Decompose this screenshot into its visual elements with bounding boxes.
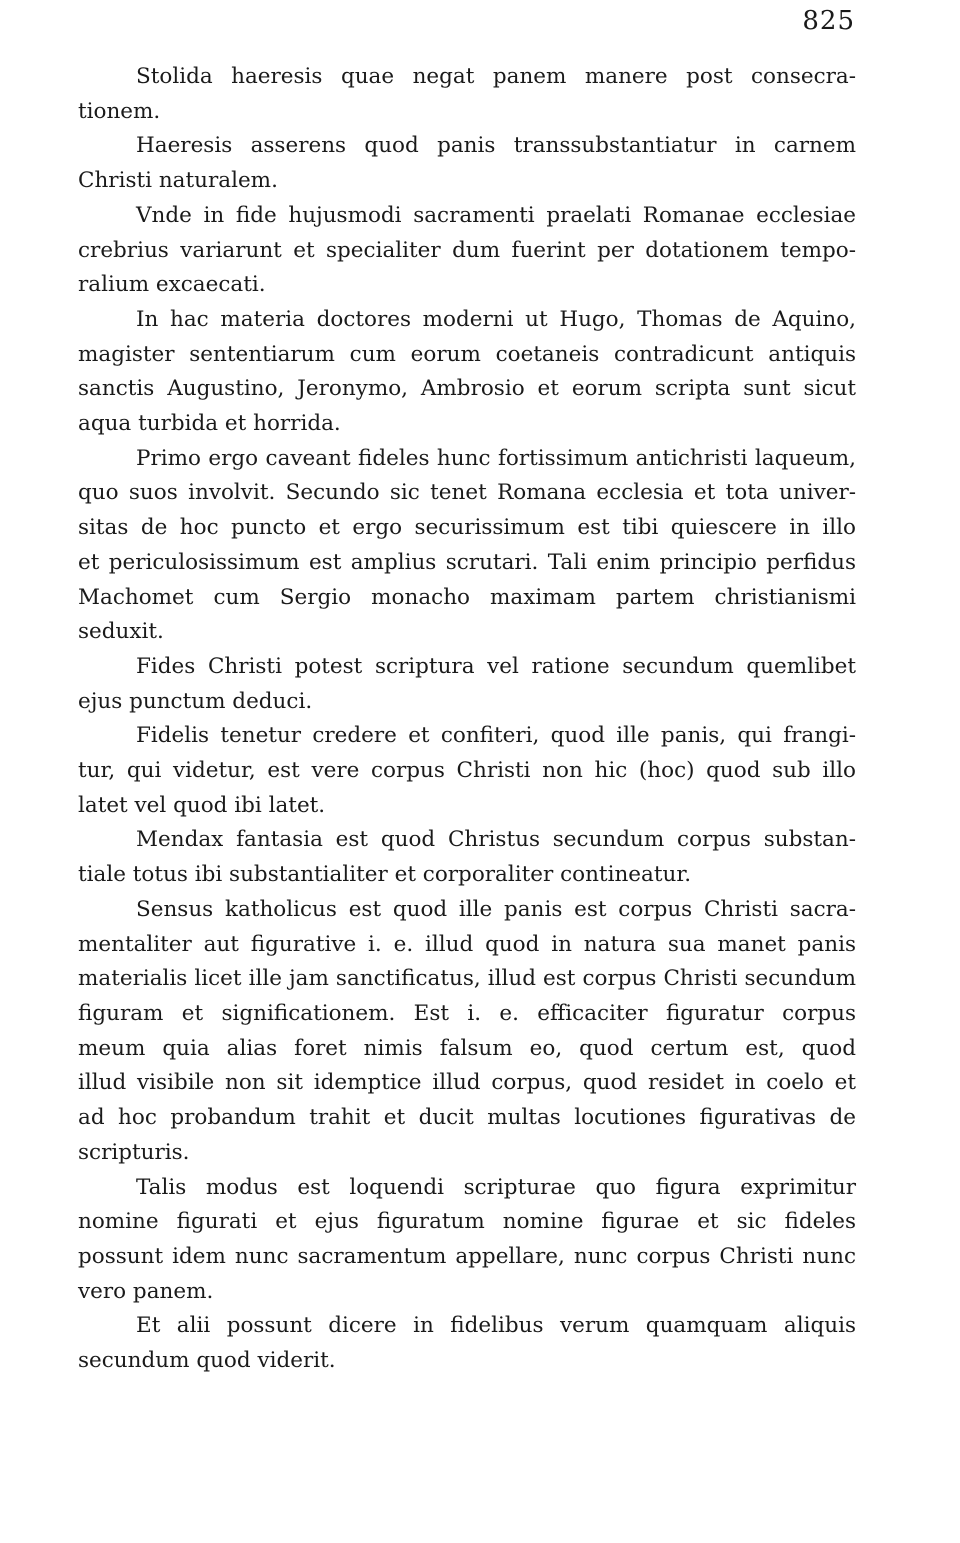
text-line: Stolida haeresis quae negat panem manere post consecra- — [136, 64, 856, 89]
text-line: sanctis Augustino, Jeronymo, Ambrosio et eorum scripta sunt sicut — [78, 376, 856, 402]
text-line: tur, qui videtur, est vere corpus Christi non hic (hoc) quod sub illo — [78, 758, 856, 784]
text-line: et periculosissimum est amplius scrutari. Tali enim principio perfidus — [78, 549, 856, 575]
text-line: Vnde in fide hujusmodi sacramenti praelati Romanae ecclesiae — [136, 202, 856, 228]
text-line: quo suos involvit. Secundo sic tenet Romana ecclesia et tota univer- — [78, 480, 856, 506]
text-line: magister sententiarum cum eorum coetaneis contradicunt antiquis — [78, 341, 856, 367]
text-line: Haeresis asserens quod panis transsubstantiatur in carnem — [136, 133, 856, 159]
text-line: materialis licet ille jam sanctificatus, illud est corpus Christi secundum — [78, 966, 856, 992]
text-line: tionem. — [78, 98, 161, 124]
text-line: tiale totus ibi substantialiter et corporaliter contineatur. — [78, 862, 692, 888]
text-line: illud visibile non sit idemptice illud corpus, quod residet in coelo et — [78, 1070, 856, 1096]
text-line: Sensus katholicus est quod ille panis est corpus Christi sacra- — [136, 896, 856, 922]
text-line: ejus punctum deduci. — [78, 688, 313, 714]
text-line: latet vel quod ibi latet. — [78, 792, 326, 818]
text-line: sitas de hoc puncto et ergo securissimum est tibi quiescere in illo — [78, 515, 856, 541]
text-line: ad hoc probandum trahit et ducit multas locutiones figurativas de — [78, 1105, 856, 1131]
text-line: scripturis. — [78, 1139, 190, 1165]
text-line: Christi naturalem. — [78, 168, 278, 194]
text-line: figuram et significationem. Est i. e. efficaciter figuratur corpus — [78, 1000, 856, 1026]
text-line: Fidelis tenetur credere et confiteri, quod ille panis, qui frangi- — [136, 723, 856, 749]
text-line: meum quia alias foret nimis falsum eo, quod certum est, quod — [78, 1035, 856, 1061]
text-line: nomine figurati et ejus figuratum nomine figurae et sic fideles — [78, 1209, 856, 1235]
text-line: secundum quod viderit. — [78, 1348, 336, 1374]
page-body — [78, 60, 856, 1379]
text-line: In hac materia doctores moderni ut Hugo, Thomas de Aquino, — [136, 306, 856, 332]
text-line: seduxit. — [78, 619, 164, 645]
text-line: Mendax fantasia est quod Christus secundum corpus substan- — [136, 827, 856, 853]
page-number: 825 — [802, 6, 855, 36]
text-line: mentaliter aut figurative i. e. illud quod in natura sua manet panis — [78, 931, 856, 957]
text-line: Talis modus est loquendi scripturae quo figura exprimitur — [136, 1174, 856, 1200]
text-line: possunt idem nunc sacramentum appellare, nunc corpus Christi nunc — [78, 1243, 856, 1269]
text-line: aqua turbida et horrida. — [78, 411, 341, 437]
text-line: crebrius variarunt et specialiter dum fuerint per dotationem tempo- — [78, 237, 856, 263]
text-line: vero panem. — [78, 1278, 214, 1304]
text-line: ralium excaecati. — [78, 272, 266, 298]
text-line: Et alii possunt dicere in fidelibus verum quamquam aliquis — [136, 1313, 856, 1339]
text-line: Primo ergo caveant fideles hunc fortissimum antichristi laqueum, — [136, 445, 856, 471]
text-line: Machomet cum Sergio monacho maximam partem christianismi — [78, 584, 856, 610]
text-line: Fides Christi potest scriptura vel ratione secundum quemlibet — [136, 653, 856, 679]
